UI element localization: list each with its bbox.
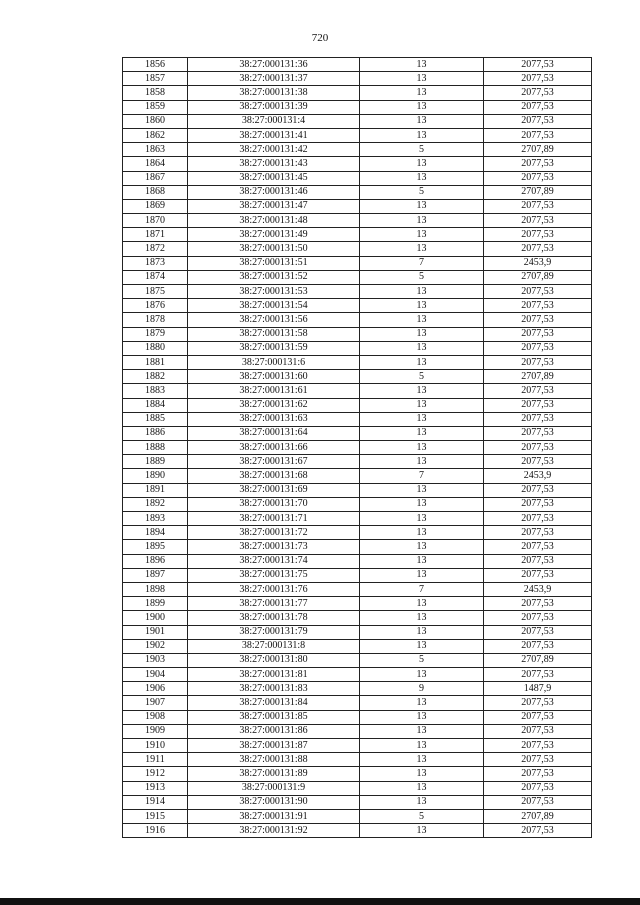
cadastral-id-cell: 38:27:000131:39 xyxy=(188,100,360,114)
row-number-cell: 1867 xyxy=(123,171,188,185)
zone-cell: 13 xyxy=(360,299,484,313)
table-row xyxy=(123,696,592,710)
zone-cell: 13 xyxy=(360,157,484,171)
value-cell: 2077,53 xyxy=(484,128,592,142)
value-cell: 2077,53 xyxy=(484,512,592,526)
value-cell: 2077,53 xyxy=(484,526,592,540)
row-number-cell: 1858 xyxy=(123,86,188,100)
zone-cell: 13 xyxy=(360,724,484,738)
zone-cell: 5 xyxy=(360,270,484,284)
value-cell: 2077,53 xyxy=(484,696,592,710)
cadastral-id-cell: 38:27:000131:71 xyxy=(188,512,360,526)
value-cell: 2077,53 xyxy=(484,114,592,128)
value-cell: 2077,53 xyxy=(484,72,592,86)
zone-cell: 5 xyxy=(360,370,484,384)
row-number-cell: 1902 xyxy=(123,639,188,653)
table-row xyxy=(123,242,592,256)
cadastral-id-cell: 38:27:000131:37 xyxy=(188,72,360,86)
table-row xyxy=(123,398,592,412)
table-row xyxy=(123,199,592,213)
cadastral-id-cell: 38:27:000131:77 xyxy=(188,597,360,611)
row-number-cell: 1873 xyxy=(123,256,188,270)
value-cell: 2707,89 xyxy=(484,653,592,667)
cadastral-id-cell: 38:27:000131:42 xyxy=(188,143,360,157)
value-cell: 2707,89 xyxy=(484,370,592,384)
table-row xyxy=(123,299,592,313)
value-cell: 2077,53 xyxy=(484,483,592,497)
zone-cell: 13 xyxy=(360,214,484,228)
row-number-cell: 1912 xyxy=(123,767,188,781)
table-row xyxy=(123,682,592,696)
table-row xyxy=(123,512,592,526)
table-row xyxy=(123,540,592,554)
table-row xyxy=(123,483,592,497)
row-number-cell: 1891 xyxy=(123,483,188,497)
cadastral-id-cell: 38:27:000131:47 xyxy=(188,199,360,213)
cadastral-id-cell: 38:27:000131:67 xyxy=(188,455,360,469)
table-row xyxy=(123,795,592,809)
cadastral-id-cell: 38:27:000131:9 xyxy=(188,781,360,795)
value-cell: 2707,89 xyxy=(484,185,592,199)
zone-cell: 13 xyxy=(360,384,484,398)
zone-cell: 13 xyxy=(360,710,484,724)
row-number-cell: 1880 xyxy=(123,341,188,355)
zone-cell: 13 xyxy=(360,285,484,299)
value-cell: 2077,53 xyxy=(484,355,592,369)
value-cell: 2077,53 xyxy=(484,554,592,568)
cadastral-id-cell: 38:27:000131:85 xyxy=(188,710,360,724)
row-number-cell: 1915 xyxy=(123,809,188,823)
table-row xyxy=(123,370,592,384)
cadastral-id-cell: 38:27:000131:86 xyxy=(188,724,360,738)
cadastral-table xyxy=(122,57,592,838)
row-number-cell: 1899 xyxy=(123,597,188,611)
table-row xyxy=(123,341,592,355)
value-cell: 2077,53 xyxy=(484,171,592,185)
cadastral-id-cell: 38:27:000131:91 xyxy=(188,809,360,823)
cadastral-id-cell: 38:27:000131:89 xyxy=(188,767,360,781)
zone-cell: 13 xyxy=(360,58,484,72)
table-row xyxy=(123,668,592,682)
cadastral-id-cell: 38:27:000131:64 xyxy=(188,426,360,440)
cadastral-id-cell: 38:27:000131:56 xyxy=(188,313,360,327)
value-cell: 2077,53 xyxy=(484,795,592,809)
value-cell: 2077,53 xyxy=(484,313,592,327)
zone-cell: 13 xyxy=(360,795,484,809)
cadastral-id-cell: 38:27:000131:38 xyxy=(188,86,360,100)
row-number-cell: 1876 xyxy=(123,299,188,313)
cadastral-id-cell: 38:27:000131:84 xyxy=(188,696,360,710)
zone-cell: 13 xyxy=(360,611,484,625)
row-number-cell: 1884 xyxy=(123,398,188,412)
value-cell: 2077,53 xyxy=(484,285,592,299)
table-row xyxy=(123,143,592,157)
zone-cell: 13 xyxy=(360,554,484,568)
row-number-cell: 1870 xyxy=(123,214,188,228)
zone-cell: 13 xyxy=(360,441,484,455)
row-number-cell: 1890 xyxy=(123,469,188,483)
zone-cell: 13 xyxy=(360,739,484,753)
table-row xyxy=(123,86,592,100)
value-cell: 2077,53 xyxy=(484,639,592,653)
table-row xyxy=(123,753,592,767)
zone-cell: 13 xyxy=(360,114,484,128)
page-number: 720 xyxy=(311,32,329,44)
table-row xyxy=(123,426,592,440)
row-number-cell: 1885 xyxy=(123,412,188,426)
zone-cell: 13 xyxy=(360,483,484,497)
value-cell: 2077,53 xyxy=(484,157,592,171)
cadastral-id-cell: 38:27:000131:54 xyxy=(188,299,360,313)
cadastral-id-cell: 38:27:000131:73 xyxy=(188,540,360,554)
zone-cell: 13 xyxy=(360,526,484,540)
cadastral-id-cell: 38:27:000131:50 xyxy=(188,242,360,256)
value-cell: 2453,9 xyxy=(484,469,592,483)
row-number-cell: 1868 xyxy=(123,185,188,199)
table-row xyxy=(123,653,592,667)
zone-cell: 5 xyxy=(360,653,484,667)
cadastral-id-cell: 38:27:000131:92 xyxy=(188,824,360,838)
table-row xyxy=(123,824,592,838)
zone-cell: 13 xyxy=(360,512,484,526)
zone-cell: 7 xyxy=(360,582,484,596)
value-cell: 2077,53 xyxy=(484,100,592,114)
value-cell: 2077,53 xyxy=(484,724,592,738)
zone-cell: 13 xyxy=(360,100,484,114)
zone-cell: 13 xyxy=(360,412,484,426)
cadastral-id-cell: 38:27:000131:80 xyxy=(188,653,360,667)
cadastral-id-cell: 38:27:000131:51 xyxy=(188,256,360,270)
value-cell: 2077,53 xyxy=(484,199,592,213)
table-row xyxy=(123,441,592,455)
zone-cell: 13 xyxy=(360,625,484,639)
cadastral-id-cell: 38:27:000131:52 xyxy=(188,270,360,284)
value-cell: 2077,53 xyxy=(484,710,592,724)
table-row xyxy=(123,639,592,653)
cadastral-id-cell: 38:27:000131:61 xyxy=(188,384,360,398)
value-cell: 2077,53 xyxy=(484,398,592,412)
row-number-cell: 1889 xyxy=(123,455,188,469)
cadastral-id-cell: 38:27:000131:36 xyxy=(188,58,360,72)
row-number-cell: 1916 xyxy=(123,824,188,838)
zone-cell: 5 xyxy=(360,809,484,823)
value-cell: 1487,9 xyxy=(484,682,592,696)
value-cell: 2077,53 xyxy=(484,625,592,639)
row-number-cell: 1896 xyxy=(123,554,188,568)
value-cell: 2453,9 xyxy=(484,256,592,270)
zone-cell: 13 xyxy=(360,540,484,554)
value-cell: 2077,53 xyxy=(484,299,592,313)
cadastral-id-cell: 38:27:000131:49 xyxy=(188,228,360,242)
cadastral-id-cell: 38:27:000131:63 xyxy=(188,412,360,426)
row-number-cell: 1872 xyxy=(123,242,188,256)
value-cell: 2707,89 xyxy=(484,143,592,157)
row-number-cell: 1910 xyxy=(123,739,188,753)
value-cell: 2077,53 xyxy=(484,242,592,256)
cadastral-id-cell: 38:27:000131:70 xyxy=(188,497,360,511)
value-cell: 2077,53 xyxy=(484,214,592,228)
value-cell: 2077,53 xyxy=(484,739,592,753)
zone-cell: 13 xyxy=(360,327,484,341)
zone-cell: 13 xyxy=(360,668,484,682)
zone-cell: 13 xyxy=(360,199,484,213)
row-number-cell: 1901 xyxy=(123,625,188,639)
row-number-cell: 1913 xyxy=(123,781,188,795)
cadastral-id-cell: 38:27:000131:60 xyxy=(188,370,360,384)
zone-cell: 5 xyxy=(360,185,484,199)
zone-cell: 7 xyxy=(360,256,484,270)
row-number-cell: 1856 xyxy=(123,58,188,72)
value-cell: 2077,53 xyxy=(484,327,592,341)
row-number-cell: 1893 xyxy=(123,512,188,526)
row-number-cell: 1886 xyxy=(123,426,188,440)
zone-cell: 13 xyxy=(360,242,484,256)
row-number-cell: 1881 xyxy=(123,355,188,369)
row-number-cell: 1914 xyxy=(123,795,188,809)
row-number-cell: 1907 xyxy=(123,696,188,710)
cadastral-id-cell: 38:27:000131:68 xyxy=(188,469,360,483)
table-row xyxy=(123,739,592,753)
zone-cell: 9 xyxy=(360,682,484,696)
zone-cell: 13 xyxy=(360,781,484,795)
value-cell: 2077,53 xyxy=(484,497,592,511)
table-row xyxy=(123,582,592,596)
cadastral-id-cell: 38:27:000131:81 xyxy=(188,668,360,682)
row-number-cell: 1878 xyxy=(123,313,188,327)
row-number-cell: 1895 xyxy=(123,540,188,554)
value-cell: 2077,53 xyxy=(484,384,592,398)
table-row xyxy=(123,384,592,398)
cadastral-id-cell: 38:27:000131:41 xyxy=(188,128,360,142)
value-cell: 2077,53 xyxy=(484,753,592,767)
zone-cell: 13 xyxy=(360,767,484,781)
row-number-cell: 1860 xyxy=(123,114,188,128)
zone-cell: 13 xyxy=(360,355,484,369)
row-number-cell: 1862 xyxy=(123,128,188,142)
zone-cell: 13 xyxy=(360,426,484,440)
table-row xyxy=(123,157,592,171)
zone-cell: 13 xyxy=(360,313,484,327)
cadastral-id-cell: 38:27:000131:43 xyxy=(188,157,360,171)
cadastral-id-cell: 38:27:000131:59 xyxy=(188,341,360,355)
table-row xyxy=(123,526,592,540)
zone-cell: 13 xyxy=(360,639,484,653)
value-cell: 2077,53 xyxy=(484,668,592,682)
cadastral-id-cell: 38:27:000131:53 xyxy=(188,285,360,299)
value-cell: 2077,53 xyxy=(484,597,592,611)
zone-cell: 5 xyxy=(360,143,484,157)
cadastral-id-cell: 38:27:000131:6 xyxy=(188,355,360,369)
row-number-cell: 1911 xyxy=(123,753,188,767)
table-row xyxy=(123,313,592,327)
row-number-cell: 1894 xyxy=(123,526,188,540)
zone-cell: 13 xyxy=(360,696,484,710)
table-row xyxy=(123,128,592,142)
table-body xyxy=(123,58,592,838)
table-row xyxy=(123,724,592,738)
table-row xyxy=(123,327,592,341)
table-row xyxy=(123,270,592,284)
row-number-cell: 1897 xyxy=(123,568,188,582)
table-row xyxy=(123,568,592,582)
table-row xyxy=(123,554,592,568)
zone-cell: 13 xyxy=(360,86,484,100)
zone-cell: 13 xyxy=(360,341,484,355)
zone-cell: 13 xyxy=(360,497,484,511)
zone-cell: 13 xyxy=(360,753,484,767)
cadastral-id-cell: 38:27:000131:83 xyxy=(188,682,360,696)
row-number-cell: 1900 xyxy=(123,611,188,625)
row-number-cell: 1864 xyxy=(123,157,188,171)
row-number-cell: 1906 xyxy=(123,682,188,696)
row-number-cell: 1883 xyxy=(123,384,188,398)
value-cell: 2077,53 xyxy=(484,426,592,440)
value-cell: 2453,9 xyxy=(484,582,592,596)
cadastral-id-cell: 38:27:000131:4 xyxy=(188,114,360,128)
table-row xyxy=(123,412,592,426)
row-number-cell: 1909 xyxy=(123,724,188,738)
value-cell: 2077,53 xyxy=(484,540,592,554)
value-cell: 2077,53 xyxy=(484,341,592,355)
table-row xyxy=(123,497,592,511)
row-number-cell: 1892 xyxy=(123,497,188,511)
value-cell: 2077,53 xyxy=(484,781,592,795)
table-row xyxy=(123,214,592,228)
table-row xyxy=(123,809,592,823)
table-row xyxy=(123,710,592,724)
cadastral-id-cell: 38:27:000131:72 xyxy=(188,526,360,540)
row-number-cell: 1874 xyxy=(123,270,188,284)
table-row xyxy=(123,781,592,795)
value-cell: 2077,53 xyxy=(484,767,592,781)
table-row xyxy=(123,185,592,199)
cadastral-id-cell: 38:27:000131:45 xyxy=(188,171,360,185)
zone-cell: 13 xyxy=(360,72,484,86)
table-row xyxy=(123,72,592,86)
cadastral-id-cell: 38:27:000131:58 xyxy=(188,327,360,341)
table-row xyxy=(123,100,592,114)
row-number-cell: 1904 xyxy=(123,668,188,682)
table-row xyxy=(123,228,592,242)
value-cell: 2077,53 xyxy=(484,441,592,455)
table-row xyxy=(123,767,592,781)
value-cell: 2077,53 xyxy=(484,824,592,838)
value-cell: 2077,53 xyxy=(484,611,592,625)
row-number-cell: 1879 xyxy=(123,327,188,341)
value-cell: 2077,53 xyxy=(484,455,592,469)
cadastral-id-cell: 38:27:000131:88 xyxy=(188,753,360,767)
zone-cell: 13 xyxy=(360,171,484,185)
row-number-cell: 1903 xyxy=(123,653,188,667)
cadastral-id-cell: 38:27:000131:48 xyxy=(188,214,360,228)
row-number-cell: 1857 xyxy=(123,72,188,86)
zone-cell: 13 xyxy=(360,128,484,142)
cadastral-id-cell: 38:27:000131:76 xyxy=(188,582,360,596)
table-row xyxy=(123,171,592,185)
table-row xyxy=(123,597,592,611)
zone-cell: 13 xyxy=(360,398,484,412)
row-number-cell: 1871 xyxy=(123,228,188,242)
row-number-cell: 1863 xyxy=(123,143,188,157)
row-number-cell: 1869 xyxy=(123,199,188,213)
cadastral-id-cell: 38:27:000131:79 xyxy=(188,625,360,639)
cadastral-id-cell: 38:27:000131:8 xyxy=(188,639,360,653)
zone-cell: 13 xyxy=(360,597,484,611)
row-number-cell: 1875 xyxy=(123,285,188,299)
value-cell: 2707,89 xyxy=(484,809,592,823)
table-row xyxy=(123,256,592,270)
table-row xyxy=(123,114,592,128)
scan-bottom-edge xyxy=(0,898,640,905)
zone-cell: 7 xyxy=(360,469,484,483)
zone-cell: 13 xyxy=(360,228,484,242)
cadastral-id-cell: 38:27:000131:69 xyxy=(188,483,360,497)
cadastral-id-cell: 38:27:000131:75 xyxy=(188,568,360,582)
cadastral-id-cell: 38:27:000131:66 xyxy=(188,441,360,455)
table-row xyxy=(123,285,592,299)
cadastral-id-cell: 38:27:000131:46 xyxy=(188,185,360,199)
cadastral-id-cell: 38:27:000131:74 xyxy=(188,554,360,568)
row-number-cell: 1882 xyxy=(123,370,188,384)
table-row xyxy=(123,625,592,639)
table-row xyxy=(123,355,592,369)
zone-cell: 13 xyxy=(360,455,484,469)
table-row xyxy=(123,58,592,72)
row-number-cell: 1888 xyxy=(123,441,188,455)
zone-cell: 13 xyxy=(360,824,484,838)
value-cell: 2707,89 xyxy=(484,270,592,284)
zone-cell: 13 xyxy=(360,568,484,582)
value-cell: 2077,53 xyxy=(484,86,592,100)
value-cell: 2077,53 xyxy=(484,412,592,426)
table-row xyxy=(123,469,592,483)
row-number-cell: 1859 xyxy=(123,100,188,114)
row-number-cell: 1908 xyxy=(123,710,188,724)
table-row xyxy=(123,455,592,469)
cadastral-id-cell: 38:27:000131:90 xyxy=(188,795,360,809)
value-cell: 2077,53 xyxy=(484,568,592,582)
value-cell: 2077,53 xyxy=(484,58,592,72)
row-number-cell: 1898 xyxy=(123,582,188,596)
cadastral-id-cell: 38:27:000131:87 xyxy=(188,739,360,753)
cadastral-id-cell: 38:27:000131:78 xyxy=(188,611,360,625)
table-row xyxy=(123,611,592,625)
cadastral-id-cell: 38:27:000131:62 xyxy=(188,398,360,412)
value-cell: 2077,53 xyxy=(484,228,592,242)
